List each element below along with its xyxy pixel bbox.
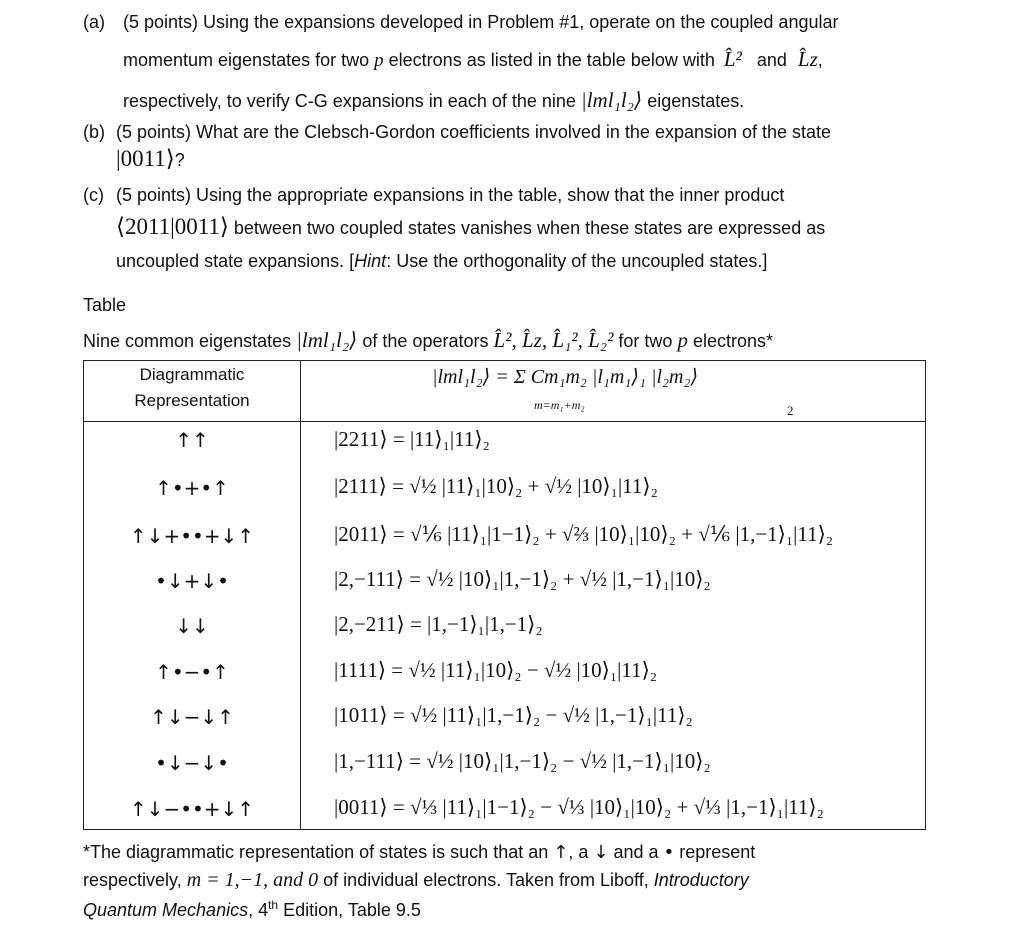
row-2-expansion: |2111⟩ = √½ |11⟩₁|10⟩₂ + √½ |10⟩₁|11⟩₂: [334, 474, 658, 498]
table-caption: Nine common eigenstates |lml₁l₂⟩ of the operators L̂², L̂z, L̂₁², L̂₂² for two p electrons*: [83, 328, 774, 352]
row-6-expansion: |1111⟩ = √½ |11⟩₁|10⟩₂ − √½ |10⟩₁|11⟩₂: [334, 658, 658, 682]
up-arrow-icon: ↑: [553, 842, 569, 863]
footnote-line1: *The diagrammatic representation of states is such that an ↑, a ↓ and a • represent: [83, 842, 756, 863]
header-diagrammatic: Diagrammatic: [139, 365, 245, 384]
row-2-diagram: ↑•+•↑: [155, 476, 229, 500]
header-expansion-formula: |lml₁l₂⟩ = Σ Cm₁m₂ |l₁m₁⟩₁ |l₂m₂⟩: [432, 366, 699, 388]
part-c-line3: uncoupled state expansions. [Hint: Use the orthogonality of the uncoupled states.]: [116, 251, 768, 271]
operator-Lz: L̂z: [797, 47, 818, 71]
part-c-line1: (5 points) Using the appropriate expansions in the table, show that the inner product: [116, 185, 785, 205]
row-5-expansion: |2,−211⟩ = |1,−1⟩₁|1,−1⟩₂: [334, 612, 543, 636]
row-5-diagram: ↓↓: [175, 614, 209, 638]
row-1-expansion: |2211⟩ = |11⟩₁|11⟩₂: [334, 427, 490, 451]
row-3-expansion: |2011⟩ = √⅙ |11⟩₁|1−1⟩₂ + √⅔ |10⟩₁|10⟩₂ + √⅙ |1,−1⟩₁|11⟩₂: [334, 522, 834, 546]
dot-icon: •: [663, 842, 675, 863]
part-b-label: (b): [83, 122, 105, 142]
header-subscript-2: 2: [787, 403, 794, 418]
operator-L-squared: L̂²: [723, 47, 742, 71]
row-6-diagram: ↑•−•↑: [155, 660, 229, 684]
part-c-line2: ⟨2011|0011⟩ between two coupled states vanishes when these states are expressed as: [116, 214, 826, 239]
footnote-line2: respectively, m = 1,−1, and 0 of individual electrons. Taken from Liboff, Introductory: [83, 869, 749, 891]
part-a-line1: (5 points) Using the expansions developed in Problem #1, operate on the coupled angular: [123, 12, 839, 32]
part-b-ket-line: |0011⟩?: [116, 146, 185, 171]
row-7-diagram: ↑↓−↓↑: [150, 705, 234, 729]
ket-lml1l2: |lml₁l₂⟩: [580, 88, 643, 112]
row-9-diagram: ↑↓−••+↓↑: [129, 797, 255, 821]
row-4-expansion: |2,−111⟩ = √½ |10⟩₁|1,−1⟩₂ + √½ |1,−1⟩₁|10⟩₂: [334, 567, 711, 591]
footnote-line3: Quantum Mechanics, 4th Edition, Table 9.5: [83, 898, 421, 920]
inner-product: ⟨2011|0011⟩: [116, 214, 229, 239]
row-1-diagram: ↑↑: [175, 428, 209, 452]
header-representation: Representation: [134, 391, 250, 410]
row-8-expansion: |1,−111⟩ = √½ |10⟩₁|1,−1⟩₂ − √½ |1,−1⟩₁|10⟩₂: [334, 749, 711, 773]
part-b-line1: (5 points) What are the Clebsch-Gordon coefficients involved in the expansion of the state: [116, 122, 832, 142]
part-c-label: (c): [83, 185, 104, 205]
row-8-diagram: •↓−↓•: [155, 751, 229, 775]
row-9-expansion: |0011⟩ = √⅓ |11⟩₁|1−1⟩₂ − √⅓ |10⟩₁|10⟩₂ + √⅓ |1,−1⟩₁|11⟩₂: [334, 795, 824, 819]
table-title: Table: [83, 295, 127, 315]
part-a-line2: momentum eigenstates for two p electrons as listed in the table below with L̂² and L̂z,: [123, 47, 823, 71]
row-4-diagram: •↓+↓•: [155, 569, 229, 593]
row-3-diagram: ↑↓+••+↓↑: [129, 524, 255, 548]
down-arrow-icon: ↓: [593, 842, 609, 863]
header-sum-index: m=m₁+m₂: [534, 398, 585, 412]
table-header-divider: [83, 421, 926, 422]
part-a-line3: respectively, to verify C-G expansions in each of the nine |lml₁l₂⟩ eigenstates.: [123, 88, 745, 112]
ket-0011: |0011⟩: [116, 146, 175, 171]
row-7-expansion: |1011⟩ = √½ |11⟩₁|1,−1⟩₂ − √½ |1,−1⟩₁|11⟩₂: [334, 703, 693, 727]
part-a-label: (a): [83, 12, 105, 32]
